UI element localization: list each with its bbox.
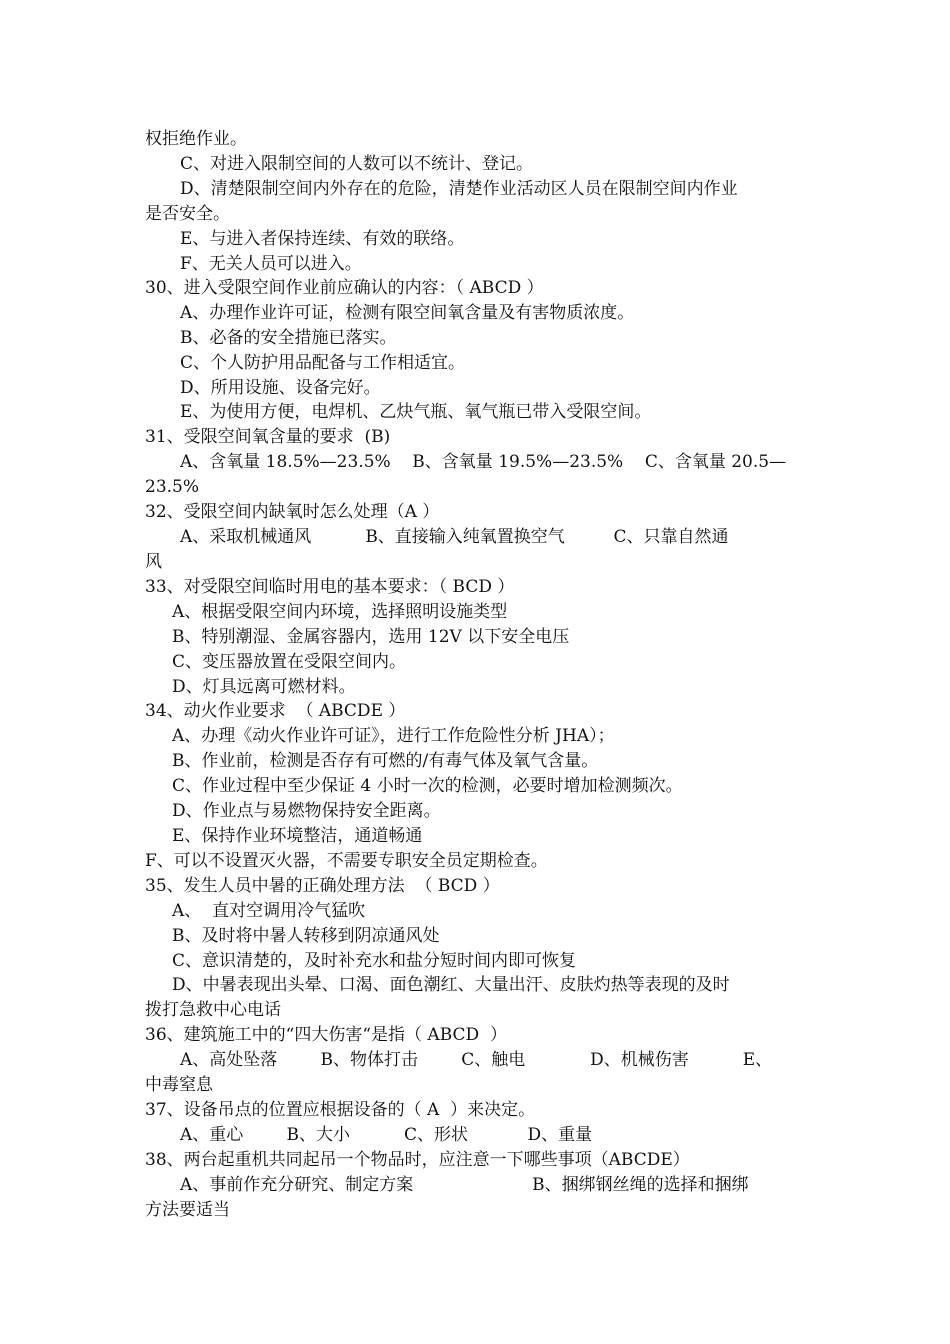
question-33: 33、对受限空间临时用电的基本要求：（ BCD ） (145, 577, 515, 597)
text-line: A、高处坠落 B、物体打击 C、触电 D、机械伤害 E、 (180, 1050, 773, 1070)
question-32: 32、受限空间内缺氧时怎么处理（A ） (145, 502, 440, 522)
text-line: 风 (145, 552, 162, 572)
text-line: C、个人防护用品配备与工作相适宜。 (180, 353, 466, 373)
text-line: 是否安全。 (145, 204, 230, 224)
text-line: C、变压器放置在受限空间内。 (172, 652, 407, 672)
question-35: 35、发生人员中暑的正确处理方法 （ BCD ） (145, 876, 500, 896)
text-line: E、为使用方便，电焊机、乙炔气瓶、氧气瓶已带入受限空间。 (180, 402, 652, 422)
text-line: A、办理《动火作业许可证》，进行工作危险性分析 JHA）； (172, 726, 615, 746)
text-line: A、根据受限空间内环境，选择照明设施类型 (172, 602, 508, 622)
text-line: E、与进入者保持连续、有效的联络。 (180, 229, 465, 249)
text-line: B、作业前，检测是否存有可燃的/有毒气体及氧气含量。 (172, 751, 599, 771)
text-line: A、含氧量 18.5%—23.5% B、含氧量 19.5%—23.5% C、含氧量 20.5— (180, 452, 787, 472)
text-line: A、重心 B、大小 C、形状 D、重量 (180, 1125, 593, 1145)
text-line: C、对进入限制空间的人数可以不统计、登记。 (180, 154, 534, 174)
text-line: A、事前作充分研究、制定方案 B、捆绑钢丝绳的选择和捆绑 (180, 1175, 749, 1195)
text-line: B、必备的安全措施已落实。 (180, 328, 397, 348)
text-line: A、 直对空调用冷气猛吹 (172, 901, 366, 921)
text-line: D、清楚限制空间内外存在的危险，清楚作业活动区人员在限制空间内作业 (180, 179, 738, 199)
text-line: F、可以不设置灭火器，不需要专职安全员定期检查。 (145, 851, 548, 871)
text-line: B、特别潮湿、金属容器内，选用 12V 以下安全电压 (172, 627, 570, 647)
text-line: D、所用设施、设备完好。 (180, 378, 381, 398)
question-38: 38、两台起重机共同起吊一个物品时，应注意一下哪些事项（ABCDE） (145, 1150, 690, 1170)
question-34: 34、动火作业要求 （ ABCDE ） (145, 701, 406, 721)
question-30: 30、进入受限空间作业前应确认的内容：（ ABCD ） (145, 278, 544, 298)
text-line: F、无关人员可以进入。 (180, 254, 362, 274)
text-line: B、及时将中暑人转移到阴凉通风处 (172, 926, 440, 946)
text-line: C、作业过程中至少保证 4 小时一次的检测，必要时增加检测频次。 (172, 776, 683, 796)
text-line: C、意识清楚的，及时补充水和盐分短时间内即可恢复 (172, 951, 577, 971)
text-line: 方法要适当 (145, 1200, 230, 1220)
text-line: D、灯具远离可燃材料。 (172, 677, 356, 697)
text-line: D、中暑表现出头晕、口渴、面色潮红、大量出汗、皮肤灼热等表现的及时 (172, 975, 730, 995)
text-line: 中毒窒息 (145, 1075, 213, 1095)
text-line: A、采取机械通风 B、直接输入纯氧置换空气 C、只靠自然通 (180, 527, 729, 547)
question-31: 31、受限空间氧含量的要求 (B) (145, 427, 391, 447)
text-line: D、作业点与易燃物保持安全距离。 (172, 801, 441, 821)
text-line: 拨打急救中心电话 (145, 1000, 281, 1020)
text-line: E、保持作业环境整洁，通道畅通 (172, 826, 423, 846)
text-line: 权拒绝作业。 (145, 129, 247, 149)
text-line: 23.5% (145, 477, 200, 497)
question-37: 37、设备吊点的位置应根据设备的（ A ）来决定。 (145, 1100, 536, 1120)
question-36: 36、建筑施工中的“四大伤害“是指（ ABCD ） (145, 1025, 507, 1045)
text-line: A、办理作业许可证，检测有限空间氧含量及有害物质浓度。 (180, 303, 635, 323)
